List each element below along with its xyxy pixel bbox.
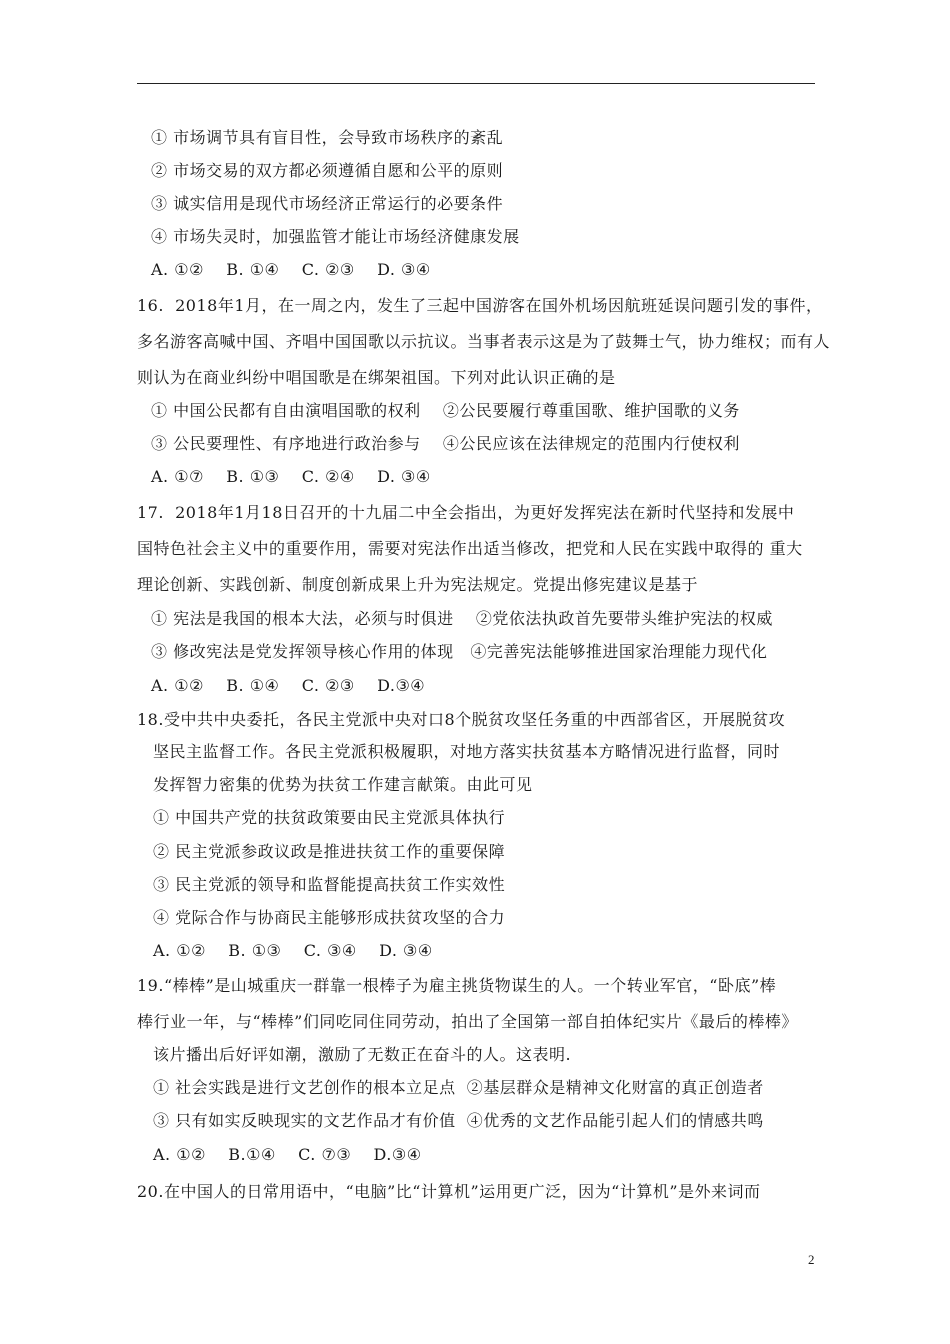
q19-stem-3: 该片播出后好评如潮，激励了无数正在奋斗的人。这表明. (153, 1045, 572, 1064)
q16-stem-1: 16. 2018年1月，在一周之内，发生了三起中国游客在国外机场因航班延误问题引发的事件， (137, 296, 823, 315)
q15-option-3: ③ 诚实信用是现代市场经济正常运行的必要条件 (151, 194, 504, 213)
q18-option-4: ④ 党际合作与协商民主能够形成扶贫攻坚的合力 (153, 908, 506, 927)
q18-stem-2: 坚民主监督工作。各民主党派积极履职，对地方落实扶贫基本方略情况进行监督，同时 (153, 742, 781, 761)
q15-answers: A. ①② B. ①④ C. ②③ D. ③④ (151, 260, 431, 279)
q20-stem-1: 20.在中国人的日常用语中，“电脑”比“计算机”运用更广泛，因为“计算机”是外来词而 (137, 1182, 761, 1201)
q17-stem-2: 国特色社会主义中的重要作用，需要对宪法作出适当修改，把党和人民在实践中取得的 重大 (137, 539, 803, 558)
q15-option-1: ① 市场调节具有盲目性，会导致市场秩序的紊乱 (151, 128, 504, 147)
q18-option-3: ③ 民主党派的领导和监督能提高扶贫工作实效性 (153, 875, 506, 894)
q19-options-2: ③ 只有如实反映现实的文艺作品才有价值 ④优秀的文艺作品能引起人们的情感共鸣 (153, 1111, 764, 1130)
q18-option-2: ② 民主党派参政议政是推进扶贫工作的重要保障 (153, 842, 506, 861)
q17-answers: A. ①② B. ①④ C. ②③ D.③④ (151, 676, 426, 695)
q16-stem-3: 则认为在商业纠纷中唱国歌是在绑架祖国。下列对此认识正确的是 (137, 368, 616, 387)
q18-stem-1: 18.受中共中央委托，各民主党派中央对口8个脱贫攻坚任务重的中西部省区，开展脱贫攻 (137, 710, 786, 729)
q19-stem-2: 棒行业一年，与“棒棒”们同吃同住同劳动，拍出了全国第一部自拍体纪实片《最后的棒棒》 (137, 1012, 798, 1031)
q19-options-1: ① 社会实践是进行文艺创作的根本立足点 ②基层群众是精神文化财富的真正创造者 (153, 1078, 764, 1097)
q15-option-2: ② 市场交易的双方都必须遵循自愿和公平的原则 (151, 161, 504, 180)
q18-option-1: ① 中国共产党的扶贫政策要由民主党派具体执行 (153, 808, 506, 827)
q16-stem-2: 多名游客高喊中国、齐唱中国国歌以示抗议。当事者表示这是为了鼓舞士气，协力维权；而有人 (137, 332, 831, 351)
q18-answers: A. ①② B. ①③ C. ③④ D. ③④ (153, 941, 433, 960)
q16-options-2: ③ 公民要理性、有序地进行政治参与 ④公民应该在法律规定的范围内行使权利 (151, 434, 740, 453)
q18-stem-3: 发挥智力密集的优势为扶贫工作建言献策。由此可见 (153, 775, 533, 794)
q16-answers: A. ①⑦ B. ①③ C. ②④ D. ③④ (151, 467, 431, 486)
q17-options-1: ① 宪法是我国的根本大法，必须与时俱进 ②党依法执政首先要带头维护宪法的权威 (151, 609, 773, 628)
q16-options-1: ① 中国公民都有自由演唱国歌的权利 ②公民要履行尊重国歌、维护国歌的义务 (151, 401, 740, 420)
q17-stem-1: 17. 2018年1月18日召开的十九届二中全会指出，为更好发挥宪法在新时代坚持和发展中 (137, 503, 795, 522)
q17-options-2: ③ 修改宪法是党发挥领导核心作用的体现 ④完善宪法能够推进国家治理能力现代化 (151, 642, 768, 661)
q19-stem-1: 19.“棒棒”是山城重庆一群靠一根棒子为雇主挑货物谋生的人。一个转业军官，“卧底”棒 (137, 976, 777, 995)
q17-stem-3: 理论创新、实践创新、制度创新成果上升为宪法规定。党提出修宪建议是基于 (137, 575, 699, 594)
page-number: 2 (808, 1252, 815, 1267)
header-rule (137, 83, 815, 84)
q19-answers: A. ①② B.①④ C. ⑦③ D.③④ (153, 1145, 422, 1164)
q15-option-4: ④ 市场失灵时，加强监管才能让市场经济健康发展 (151, 227, 520, 246)
